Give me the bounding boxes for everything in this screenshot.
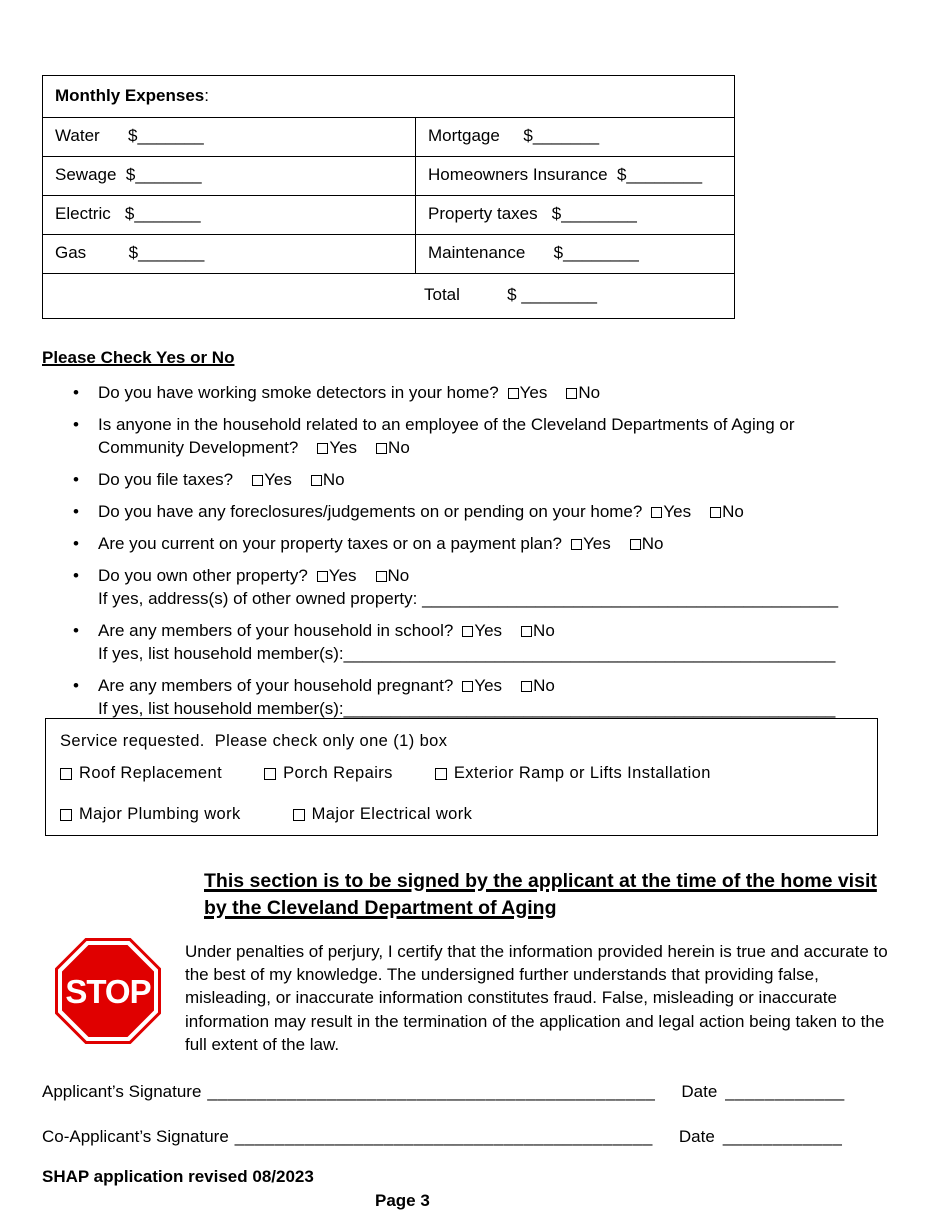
expense-field-sewage[interactable]: Sewage $_______ — [43, 157, 416, 195]
option-label: Exterior Ramp or Lifts Installation — [453, 764, 711, 782]
revision-note: SHAP application revised 08/2023 — [42, 1167, 314, 1186]
checkbox-yes[interactable] — [317, 443, 328, 454]
checkbox-major-plumbing[interactable] — [60, 809, 72, 821]
other-property-address-field[interactable]: If yes, address(s) of other owned property: ____________________________________________ — [98, 589, 839, 608]
yes-no-section — [42, 348, 918, 729]
option-major-plumbing — [60, 805, 241, 824]
option-roof-replacement — [60, 764, 222, 783]
checkbox-yes[interactable] — [462, 681, 473, 692]
checkbox-no[interactable] — [311, 475, 322, 486]
coapplicant-signature-row — [42, 1127, 842, 1147]
no-label: No — [722, 502, 744, 521]
checkbox-exterior-ramp-lifts[interactable] — [435, 768, 447, 780]
yes-label: Yes — [663, 502, 692, 521]
question-file-taxes — [42, 468, 918, 491]
service-options-row-2 — [60, 805, 863, 824]
option-major-electrical — [293, 805, 473, 824]
expense-total-row — [43, 274, 734, 318]
expense-field-homeowners-insurance[interactable]: Homeowners Insurance $________ — [428, 165, 703, 184]
yes-no-heading: Please Check Yes or No — [42, 348, 235, 367]
applicant-signature-label: Applicant’s Signature — [42, 1082, 202, 1101]
applicant-date-field[interactable]: ____________ — [725, 1082, 845, 1101]
question-text-line2: Community Development? — [98, 438, 299, 457]
question-text: Do you file taxes? — [98, 470, 234, 489]
no-label: No — [388, 438, 410, 457]
checkbox-no[interactable] — [521, 626, 532, 637]
service-requested-title: Service requested. Please check only one (1) box — [60, 732, 448, 750]
checkbox-porch-repairs[interactable] — [264, 768, 276, 780]
stop-sign-icon — [55, 938, 161, 1044]
expense-field-maintenance[interactable]: Maintenance $________ — [428, 243, 639, 262]
monthly-expenses-header — [43, 76, 734, 118]
perjury-block — [55, 938, 918, 1056]
expense-field-gas[interactable]: Gas $_______ — [43, 235, 416, 273]
checkbox-yes[interactable] — [317, 571, 328, 582]
expense-row-gas-maintenance — [43, 235, 734, 274]
question-text: Are any members of your household in school? — [98, 621, 454, 640]
checkbox-yes[interactable] — [508, 388, 519, 399]
checkbox-yes[interactable] — [462, 626, 473, 637]
yes-label: Yes — [474, 676, 503, 695]
monthly-expenses-colon: : — [204, 86, 209, 105]
question-related-employee — [42, 413, 918, 459]
coapplicant-signature-field[interactable]: __________________________________________ — [234, 1127, 653, 1146]
expense-row-water-mortgage — [43, 118, 734, 157]
expense-field-total[interactable]: Total $ ________ — [424, 285, 597, 304]
page-number: Page 3 — [375, 1191, 430, 1210]
question-text: Are any members of your household pregnant? — [98, 676, 454, 695]
checkbox-no[interactable] — [376, 443, 387, 454]
question-smoke-detectors — [42, 381, 918, 404]
expense-field-property-taxes[interactable]: Property taxes $________ — [428, 204, 637, 223]
pregnant-members-field[interactable]: If yes, list household member(s):____________________________________________________ — [98, 699, 836, 718]
expense-field-water[interactable]: Water $_______ — [43, 118, 416, 156]
date-label: Date — [678, 1127, 715, 1146]
coapplicant-date-field[interactable]: ____________ — [722, 1127, 843, 1146]
checkbox-no[interactable] — [630, 539, 641, 550]
monthly-expenses-table — [42, 75, 735, 319]
no-label: No — [533, 676, 555, 695]
date-label: Date — [681, 1082, 718, 1101]
stop-sign-label: STOP — [65, 973, 151, 1010]
no-label: No — [387, 566, 410, 585]
checkbox-no[interactable] — [376, 571, 387, 582]
option-exterior-ramp-lifts — [435, 764, 711, 783]
question-own-other-property — [42, 564, 918, 610]
coapplicant-signature-label: Co-Applicant’s Signature — [42, 1127, 229, 1146]
checkbox-yes[interactable] — [252, 475, 263, 486]
option-label: Major Plumbing work — [79, 805, 241, 823]
option-label: Porch Repairs — [283, 764, 393, 782]
applicant-signature-field[interactable]: _____________________________________________ — [207, 1082, 656, 1101]
question-list — [42, 381, 918, 720]
question-property-taxes-current — [42, 532, 918, 555]
no-label: No — [578, 383, 601, 402]
expense-row-sewage-insurance — [43, 157, 734, 196]
no-label: No — [533, 621, 555, 640]
no-label: No — [641, 534, 664, 553]
question-text: Are you current on your property taxes or on a payment plan? — [98, 534, 562, 553]
checkbox-major-electrical[interactable] — [293, 809, 305, 821]
question-foreclosures — [42, 500, 918, 523]
expense-field-mortgage[interactable]: Mortgage $_______ — [428, 126, 600, 145]
yes-label: Yes — [582, 534, 611, 553]
applicant-signature-row — [42, 1082, 845, 1102]
checkbox-roof-replacement[interactable] — [60, 768, 72, 780]
yes-label: Yes — [474, 621, 503, 640]
option-label: Major Electrical work — [311, 805, 473, 823]
question-text: Do you own other property? — [98, 566, 308, 585]
yes-label: Yes — [264, 470, 292, 489]
expense-field-electric[interactable]: Electric $_______ — [43, 196, 416, 234]
no-label: No — [322, 470, 345, 489]
checkbox-yes[interactable] — [571, 539, 582, 550]
question-text: Is anyone in the household related to an employee of the Cleveland Departments of Aging or — [98, 415, 795, 434]
monthly-expenses-title: Monthly Expenses — [55, 86, 205, 105]
perjury-statement: Under penalties of perjury, I certify that the information provided herein is true and accurate to the best of my knowledge. The undersigned further understands that providing false, misleading, or inaccurate information constitutes fraud. False, misleading or inaccurate information may result in the termination of the application and legal action being taken to the full extent of the law. — [185, 942, 888, 1054]
school-members-field[interactable]: If yes, list household member(s):____________________________________________________ — [98, 644, 836, 663]
yes-label: Yes — [328, 566, 357, 585]
service-requested-box — [45, 718, 878, 836]
question-text: Do you have working smoke detectors in your home? — [98, 383, 499, 402]
expense-row-electric-propertytax — [43, 196, 734, 235]
service-options-row-1 — [60, 764, 863, 783]
question-household-in-school — [42, 619, 918, 665]
option-porch-repairs — [264, 764, 393, 783]
question-household-pregnant — [42, 674, 918, 720]
checkbox-no[interactable] — [710, 507, 721, 518]
sign-section-heading: This section is to be signed by the applicant at the time of the home visit by the Cleveland Department of Aging — [204, 870, 877, 919]
yes-label: Yes — [329, 438, 358, 457]
checkbox-no[interactable] — [521, 681, 532, 692]
checkbox-no[interactable] — [566, 388, 577, 399]
yes-label: Yes — [519, 383, 548, 402]
option-label: Roof Replacement — [79, 764, 223, 782]
question-text: Do you have any foreclosures/judgements on or pending on your home? — [98, 502, 643, 521]
checkbox-yes[interactable] — [651, 507, 662, 518]
